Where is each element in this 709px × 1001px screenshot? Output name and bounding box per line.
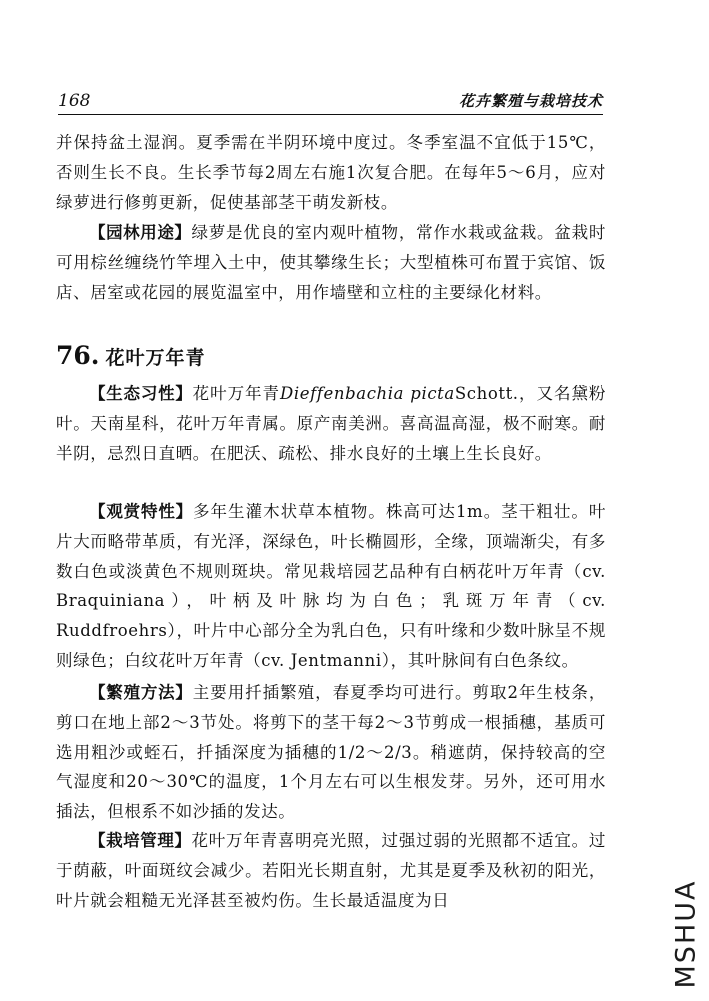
garden-use-paragraph bbox=[56, 218, 606, 307]
ornamental-label: 【观赏特性】 bbox=[89, 502, 193, 521]
page-number: 168 bbox=[58, 91, 91, 111]
section-title: 花叶万年青 bbox=[105, 347, 206, 369]
ecology-text-start: 花叶万年青 bbox=[192, 384, 281, 403]
propagation-paragraph bbox=[56, 678, 606, 827]
cultivation-paragraph bbox=[56, 826, 606, 915]
cultivation-label: 【栽培管理】 bbox=[89, 831, 192, 850]
latin-name: Dieffenbachia picta bbox=[280, 384, 455, 403]
cultivation-text: 花叶万年青喜明亮光照，过强过弱的光照都不适宜。过于荫蔽，叶面斑纹会减少。若阳光长期直射，尤其是夏季及秋初的阳光，叶片就会粗糙无光泽甚至被灼伤。生长最适温度为日 bbox=[56, 831, 606, 910]
watermark-text: MSHUA bbox=[670, 879, 702, 989]
continued-paragraph-text: 并保持盆土湿润。夏季需在半阴环境中度过。冬季室温不宜低于15℃，否则生长不良。生长季节每2周左右施1次复合肥。在每年5～6月，应对绿萝进行修剪更新，促使基部茎干萌发新枝。 bbox=[56, 133, 606, 212]
running-title: 花卉繁殖与栽培技术 bbox=[458, 92, 603, 110]
propagation-label: 【繁殖方法】 bbox=[89, 683, 193, 702]
ecology-label: 【生态习性】 bbox=[89, 384, 193, 403]
watermark bbox=[668, 872, 704, 996]
ecology-text-rest: Schott.，又名黛粉叶。天南星科，花叶万年青属。原产南美洲。喜高温高湿，极不耐寒。耐半阴，忌烈日直晒。在肥沃、疏松、排水良好的土壤上生长良好。 bbox=[56, 384, 607, 463]
garden-use-label: 【园林用途】 bbox=[89, 223, 192, 242]
ornamental-paragraph bbox=[56, 497, 606, 676]
continued-paragraph bbox=[56, 128, 606, 217]
header-rule bbox=[58, 114, 603, 115]
ecology-paragraph bbox=[56, 379, 606, 468]
propagation-text: 主要用扦插繁殖，春夏季均可进行。剪取2年生枝条，剪口在地上部2～3节处。将剪下的茎干每2～3节剪成一根插穗，基质可选用粗沙或蛭石，扦插深度为插穗的1/2～2/3。稍遮荫，保持较高的空气湿度和20～30℃的温度，1个月左右可以生根发芽。另外，还可用水插法，但根系不如沙插的发达。 bbox=[56, 683, 606, 822]
section-number: 76. bbox=[56, 341, 100, 370]
page-header bbox=[58, 91, 603, 115]
ornamental-text: 多年生灌木状草本植物。株高可达1m。茎干粗壮。叶片大而略带革质，有光泽，深绿色，叶长椭圆形，全缘，顶端渐尖，有多数白色或淡黄色不规则斑块。常见栽培园艺品种有白柄花叶万年青（cv. Braquiniana），叶柄及叶脉均为白色；乳斑万年青（cv. Ruddfroehrs），叶片中心部分全为乳白色，只有叶缘和少数叶脉呈不规则绿色；白纹花叶万年青（cv. Jentmanni），其叶脉间有白色条纹。 bbox=[56, 502, 606, 670]
garden-use-text: 绿萝是优良的室内观叶植物，常作水栽或盆栽。盆栽时可用棕丝缠绕竹竿埋入土中，使其攀缘生长；大型植株可布置于宾馆、饭店、居室或花园的展览温室中，用作墙壁和立柱的主要绿化材料。 bbox=[56, 223, 606, 302]
section-heading bbox=[56, 341, 206, 375]
